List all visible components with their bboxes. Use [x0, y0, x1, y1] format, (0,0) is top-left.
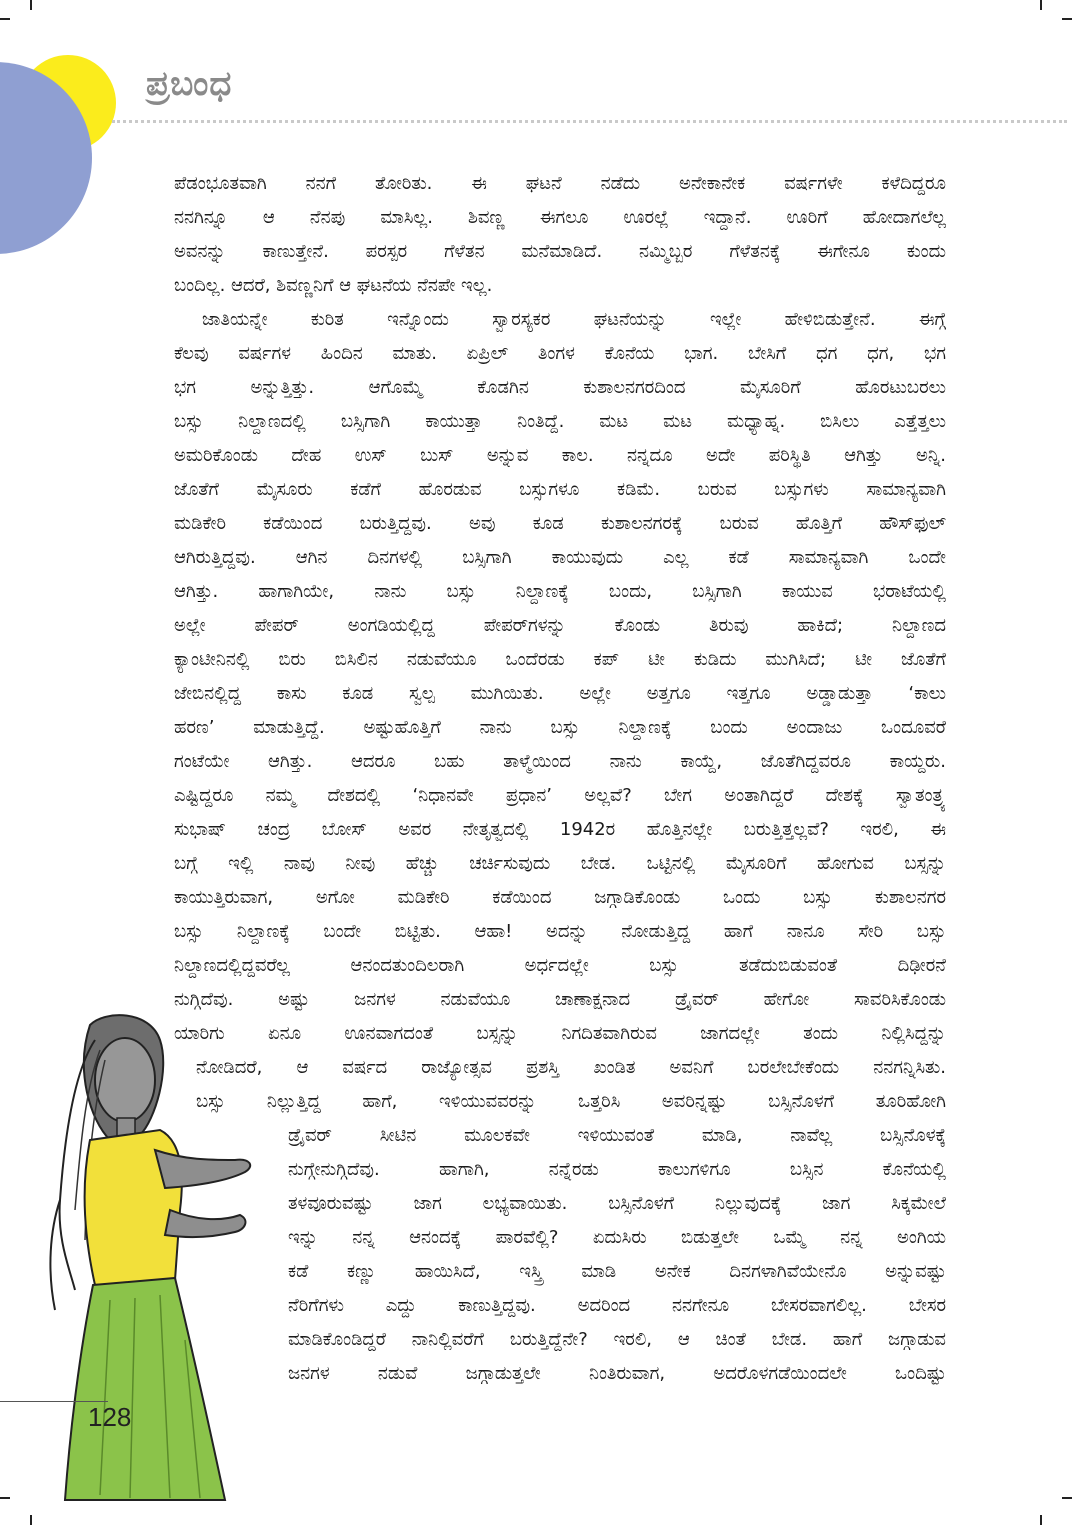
- crop-mark: [1040, 1515, 1042, 1525]
- page-number: 128: [88, 1402, 132, 1432]
- text-line: ಕಾಯುತ್ತಿರುವಾಗ, ಅಗೋ ಮಡಿಕೇರಿ ಕಡೆಯಿಂದ ಜಗ್ಗಾಡಿಕೊಂಡು ಒಂದು ಬಸ್ಸು ಕುಶಾಲನಗರ: [174, 887, 946, 908]
- text-line: ಕೆಲವು ವರ್ಷಗಳ ಹಿಂದಿನ ಮಾತು. ಏಪ್ರಿಲ್ ತಿಂಗಳ ಕೊನೆಯ ಭಾಗ. ಬೇಸಿಗೆ ಧಗ ಧಗ, ಭಗ: [174, 343, 946, 364]
- text-line: ಡ್ರೈವರ್ ಸೀಟಿನ ಮೂಲಕವೇ ಇಳಿಯುವಂತೆ ಮಾಡಿ, ನಾವೆಲ್ಲ ಬಸ್ಸಿನೊಳಕ್ಕೆ: [288, 1125, 946, 1146]
- text-line: ಗಂಟೆಯೇ ಆಗಿತ್ತು. ಆದರೂ ಬಹು ತಾಳ್ಮೆಯಿಂದ ನಾನು ಕಾಯ್ದೆ, ಜೊತೆಗಿದ್ದವರೂ ಕಾಯ್ದರು.: [174, 751, 946, 772]
- crop-mark: [1040, 0, 1042, 10]
- crop-mark: [1062, 18, 1072, 20]
- text-line: ಭಗ ಅನ್ನುತ್ತಿತ್ತು. ಆಗೊಮ್ಮೆ ಕೊಡಗಿನ ಕುಶಾಲನಗರದಿಂದ ಮೈಸೂರಿಗೆ ಹೊರಟುಬರಲು: [174, 377, 946, 398]
- text-line: ಹರಣ’ ಮಾಡುತ್ತಿದ್ದೆ. ಅಷ್ಟುಹೊತ್ತಿಗೆ ನಾನು ಬಸ್ಸು ನಿಲ್ದಾಣಕ್ಕೆ ಬಂದು ಅಂದಾಜು ಒಂದೂವರೆ: [174, 717, 946, 738]
- text-line: ಜೊತೆಗೆ ಮೈಸೂರು ಕಡೆಗೆ ಹೊರಡುವ ಬಸ್ಸುಗಳೂ ಕಡಿಮೆ. ಬರುವ ಬಸ್ಸುಗಳು ಸಾಮಾನ್ಯವಾಗಿ: [174, 479, 946, 500]
- text-line: ಪೆಡಂಭೂತವಾಗಿ ನನಗೆ ತೋರಿತು. ಈ ಘಟನೆ ನಡೆದು ಅನೇಕಾನೇಕ ವರ್ಷಗಳೇ ಕಳೆದಿದ್ದರೂ: [174, 173, 946, 194]
- text-line: ಕ್ಯಾಂಟೀನಿನಲ್ಲಿ ಬಿರು ಬಿಸಿಲಿನ ನಡುವೆಯೂ ಒಂದೆರಡು ಕಪ್ ಟೀ ಕುಡಿದು ಮುಗಿಸಿದೆ; ಟೀ ಜೊತೆಗೆ: [174, 649, 946, 670]
- text-line: ಮಾಡಿಕೊಂಡಿದ್ದರೆ ನಾನಿಲ್ಲಿವರೆಗೆ ಬರುತ್ತಿದ್ದೆನೇ? ಇರಲಿ, ಆ ಚಿಂತೆ ಬೇಡ. ಹಾಗೆ ಜಗ್ಗಾಡುವ: [288, 1329, 946, 1350]
- crop-mark: [30, 0, 32, 10]
- section-title: ಪ್ರಬಂಧ: [146, 64, 233, 104]
- text-line: ನುಗ್ಗೇನುಗ್ಗಿದೆವು. ಹಾಗಾಗಿ, ನನ್ನೆರಡು ಕಾಲುಗಳಿಗೂ ಬಸ್ಸಿನ ಕೊನೆಯಲ್ಲಿ: [288, 1159, 946, 1180]
- text-line: ಜಾತಿಯನ್ನೇ ಕುರಿತ ಇನ್ನೊಂದು ಸ್ವಾರಸ್ಯಕರ ಘಟನೆಯನ್ನು ಇಲ್ಲೇ ಹೇಳಿಬಿಡುತ್ತೇನೆ. ಈಗ್ಗೆ: [202, 309, 946, 330]
- header-dotted-rule: [112, 120, 1067, 123]
- text-line: ಎಷ್ಟಿದ್ದರೂ ನಮ್ಮ ದೇಶದಲ್ಲಿ ‘ನಿಧಾನವೇ ಪ್ರಧಾನ’ ಅಲ್ಲವೆ? ಬೇಗ ಅಂತಾಗಿದ್ದರೆ ದೇಶಕ್ಕೆ ಸ್ವಾತಂತ್ರ್ಯ: [174, 785, 946, 806]
- text-line: ಅಲ್ಲೇ ಪೇಪರ್ ಅಂಗಡಿಯಲ್ಲಿದ್ದ ಪೇಪರ್‌ಗಳನ್ನು ಕೊಂಡು ತಿರುವು ಹಾಕಿದೆ; ನಿಲ್ದಾಣದ: [174, 615, 946, 636]
- text-line: ಯಾರಿಗು ಏನೂ ಊನವಾಗದಂತೆ ಬಸ್ಸನ್ನು ನಿಗದಿತವಾಗಿರುವ ಜಾಗದಲ್ಲೇ ತಂದು ನಿಲ್ಲಿಸಿದ್ದನ್ನು: [174, 1023, 946, 1044]
- text-line: ಬಸ್ಸು ನಿಲ್ದಾಣದಲ್ಲಿ ಬಸ್ಸಿಗಾಗಿ ಕಾಯುತ್ತಾ ನಿಂತಿದ್ದೆ. ಮಟ ಮಟ ಮಧ್ಯಾಹ್ನ. ಬಿಸಿಲು ಎತ್ತೆತ್ತಲು: [174, 411, 946, 432]
- text-line: ನೋಡಿದರೆ, ಆ ವರ್ಷದ ರಾಜ್ಯೋತ್ಸವ ಪ್ರಶಸ್ತಿ ಖಂಡಿತ ಅವನಿಗೆ ಬರಲೇಬೇಕೆಂದು ನನಗನ್ನಿಸಿತು.: [196, 1057, 946, 1078]
- text-line: ಅವನನ್ನು ಕಾಣುತ್ತೇನೆ. ಪರಸ್ಪರ ಗೆಳೆತನ ಮನೆಮಾಡಿದೆ. ನಮ್ಮಿಬ್ಬರ ಗೆಳೆತನಕ್ಕೆ ಈಗೇನೂ ಕುಂದು: [174, 241, 946, 262]
- girl-gesturing-illustration: [35, 1010, 265, 1509]
- text-line: ಬಂದಿಲ್ಲ. ಆದರೆ, ಶಿವಣ್ಣನಿಗೆ ಆ ಘಟನೆಯ ನೆನಪೇ ಇಲ್ಲ.: [174, 275, 493, 296]
- crop-mark: [0, 18, 10, 20]
- text-line: ಬಸ್ಸು ನಿಲ್ಲುತ್ತಿದ್ದ ಹಾಗೆ, ಇಳಿಯುವವರನ್ನು ಒತ್ತರಿಸಿ ಅವರಿನ್ನಷ್ಟು ಬಸ್ಸಿನೊಳಗೆ ತೂರಿಹೋಗಿ: [196, 1091, 946, 1112]
- text-block-indented: [288, 1119, 946, 1391]
- text-block-wrap: [196, 1051, 946, 1119]
- text-line: ತಳವೂರುವಷ್ಟು ಜಾಗ ಲಭ್ಯವಾಯಿತು. ಬಸ್ಸಿನೊಳಗೆ ನಿಲ್ಲುವುದಕ್ಕೆ ಜಾಗ ಸಿಕ್ಕಮೇಲೆ: [288, 1193, 946, 1214]
- text-line: ನೆರಿಗೆಗಳು ಎದ್ದು ಕಾಣುತ್ತಿದ್ದವು. ಅದರಿಂದ ನನಗೇನೂ ಬೇಸರವಾಗಲಿಲ್ಲ. ಬೇಸರ: [288, 1295, 946, 1316]
- text-line: ಕಡೆ ಕಣ್ಣು ಹಾಯಿಸಿದೆ, ಇಸ್ತ್ರಿ ಮಾಡಿ ಅನೇಕ ದಿನಗಳಾಗಿವೆಯೇನೊ ಅನ್ನುವಷ್ಟು: [288, 1261, 946, 1282]
- crop-mark: [30, 1515, 32, 1525]
- crop-mark: [1062, 1497, 1072, 1499]
- text-line: ನಿಲ್ದಾಣದಲ್ಲಿದ್ದವರೆಲ್ಲ ಆನಂದತುಂದಿಲರಾಗಿ ಅರ್ಧದಲ್ಲೇ ಬಸ್ಸು ತಡೆದುಬಿಡುವಂತೆ ದಿಢೀರನೆ: [174, 955, 946, 976]
- text-line: ಜನಗಳ ನಡುವೆ ಜಗ್ಗಾಡುತ್ತಲೇ ನಿಂತಿರುವಾಗ, ಅದರೊಳಗಡೆಯಿಂದಲೇ ಒಂದಿಷ್ಟು: [288, 1363, 946, 1384]
- text-line: ಬಸ್ಸು ನಿಲ್ದಾಣಕ್ಕೆ ಬಂದೇ ಬಿಟ್ಟಿತು. ಆಹಾ! ಅದನ್ನು ನೋಡುತ್ತಿದ್ದ ಹಾಗೆ ನಾನೂ ಸೇರಿ ಬಸ್ಸು: [174, 921, 946, 942]
- text-line: ಜೇಬಿನಲ್ಲಿದ್ದ ಕಾಸು ಕೂಡ ಸ್ವಲ್ಪ ಮುಗಿಯಿತು. ಅಲ್ಲೇ ಅತ್ತಗೂ ಇತ್ತಗೂ ಅಡ್ಡಾಡುತ್ತಾ ‘ಕಾಲು: [174, 683, 946, 704]
- crop-mark: [0, 1497, 10, 1499]
- text-line: ಆಗಿರುತ್ತಿದ್ದವು. ಆಗಿನ ದಿನಗಳಲ್ಲಿ ಬಸ್ಸಿಗಾಗಿ ಕಾಯುವುದು ಎಲ್ಲ ಕಡೆ ಸಾಮಾನ್ಯವಾಗಿ ಒಂದೇ: [174, 547, 946, 568]
- text-block-main: [174, 167, 946, 1051]
- text-line: ಬಗ್ಗೆ ಇಲ್ಲಿ ನಾವು ನೀವು ಹೆಚ್ಚು ಚರ್ಚಿಸುವುದು ಬೇಡ. ಒಟ್ಟಿನಲ್ಲಿ ಮೈಸೂರಿಗೆ ಹೋಗುವ ಬಸ್ಸನ್ನು: [174, 853, 946, 874]
- text-line: ನನಗಿನ್ನೂ ಆ ನೆನಪು ಮಾಸಿಲ್ಲ. ಶಿವಣ್ಣ ಈಗಲೂ ಊರಲ್ಲೆ ಇದ್ದಾನೆ. ಊರಿಗೆ ಹೋದಾಗಲೆಲ್ಲ: [174, 207, 946, 228]
- text-line: ಆಗಿತ್ತು. ಹಾಗಾಗಿಯೇ, ನಾನು ಬಸ್ಸು ನಿಲ್ದಾಣಕ್ಕೆ ಬಂದು, ಬಸ್ಸಿಗಾಗಿ ಕಾಯುವ ಭರಾಟೆಯಲ್ಲಿ: [174, 581, 946, 602]
- text-line: ನುಗ್ಗಿದೆವು. ಅಷ್ಟು ಜನಗಳ ನಡುವೆಯೂ ಚಾಣಾಕ್ಷನಾದ ಡ್ರೈವರ್ ಹೇಗೋ ಸಾವರಿಸಿಕೊಂಡು: [174, 989, 946, 1010]
- text-line: ಸುಭಾಷ್ ಚಂದ್ರ ಬೋಸ್ ಅವರ ನೇತೃತ್ವದಲ್ಲಿ 1942ರ ಹೊತ್ತಿನಲ್ಲೇ ಬರುತ್ತಿತ್ತಲ್ಲವೆ? ಇರಲಿ, ಈ: [174, 819, 946, 840]
- text-line: ಮಡಿಕೇರಿ ಕಡೆಯಿಂದ ಬರುತ್ತಿದ್ದವು. ಅವು ಕೂಡ ಕುಶಾಲನಗರಕ್ಕೆ ಬರುವ ಹೊತ್ತಿಗೆ ಹೌಸ್‌ಫುಲ್: [174, 513, 946, 534]
- text-line: ಇನ್ನು ನನ್ನ ಆನಂದಕ್ಕೆ ಪಾರವೆಲ್ಲಿ? ಏದುಸಿರು ಬಿಡುತ್ತಲೇ ಒಮ್ಮೆ ನನ್ನ ಅಂಗಿಯ: [288, 1227, 946, 1248]
- text-line: ಅಮರಿಕೊಂಡು ದೇಹ ಉಸ್ ಬುಸ್ ಅನ್ನುವ ಕಾಲ. ನನ್ನದೂ ಅದೇ ಪರಿಸ್ಥಿತಿ ಆಗಿತ್ತು ಅನ್ನಿ.: [174, 445, 946, 466]
